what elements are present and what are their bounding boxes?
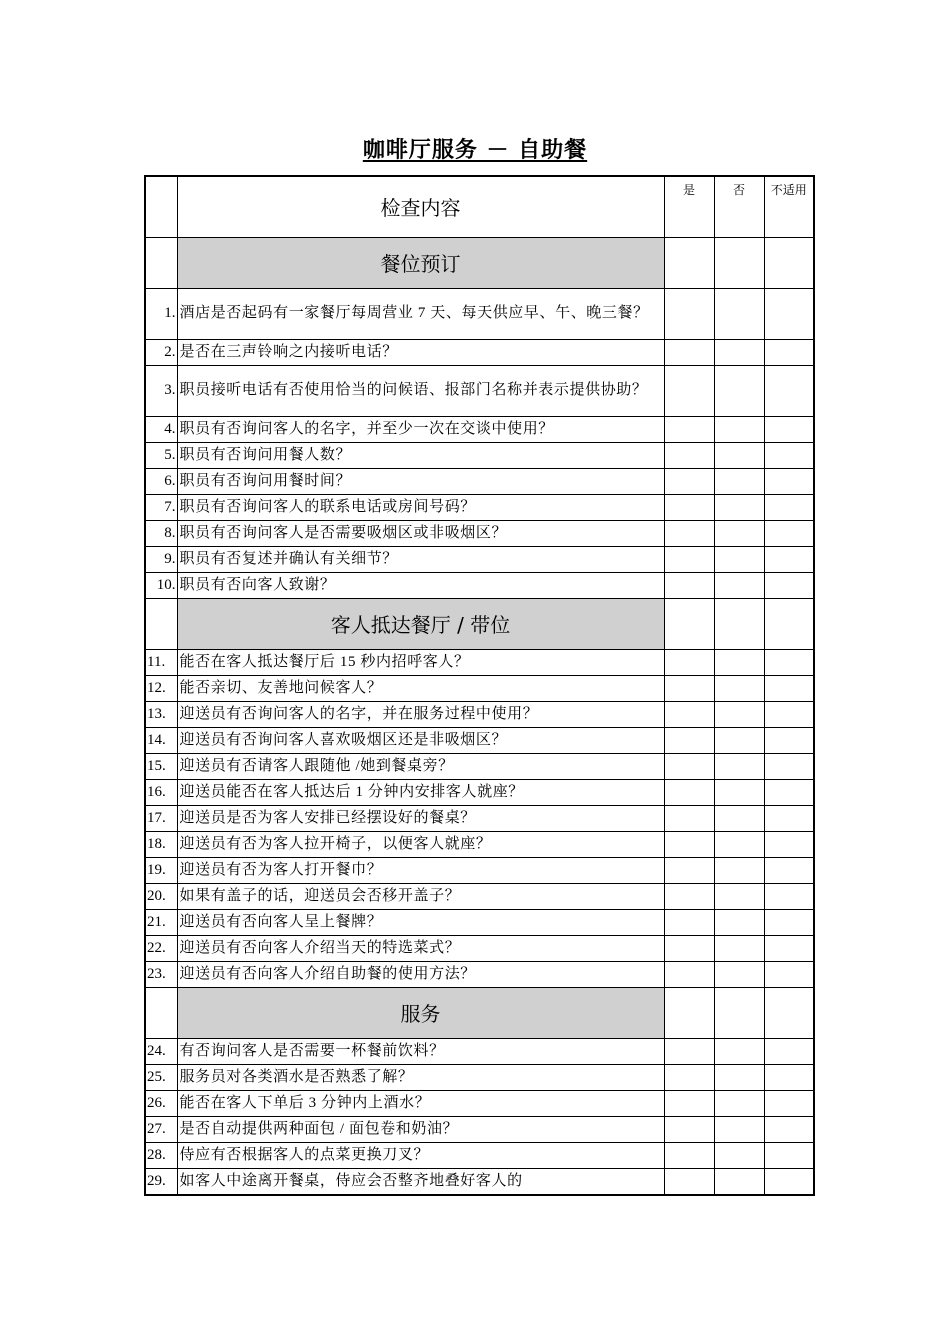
item-number: 16. xyxy=(145,779,177,805)
item-question: 职员有否询问客人的联系电话或房间号码？ xyxy=(177,494,664,520)
section-row xyxy=(145,598,814,649)
checklist-row xyxy=(145,572,814,598)
checklist-row xyxy=(145,883,814,909)
item-number: 24. xyxy=(145,1038,177,1064)
na-checkbox-cell[interactable] xyxy=(764,494,814,520)
item-question: 职员接听电话有否使用恰当的问候语、报部门名称并表示提供协助？ xyxy=(177,365,664,416)
na-checkbox-cell[interactable] xyxy=(764,649,814,675)
yes-checkbox-cell[interactable] xyxy=(664,649,714,675)
item-question: 能否在客人下单后 3 分钟内上酒水？ xyxy=(177,1090,664,1116)
yes-checkbox-cell[interactable] xyxy=(664,961,714,987)
na-checkbox-cell[interactable] xyxy=(764,288,814,339)
yes-checkbox-cell[interactable] xyxy=(664,1168,714,1195)
checklist-row xyxy=(145,1116,814,1142)
na-checkbox-cell[interactable] xyxy=(764,546,814,572)
checklist-row xyxy=(145,520,814,546)
no-checkbox-cell[interactable] xyxy=(714,1090,764,1116)
checklist-row xyxy=(145,442,814,468)
section-yes-cell xyxy=(664,237,714,288)
yes-checkbox-cell[interactable] xyxy=(664,442,714,468)
na-checkbox-cell[interactable] xyxy=(764,365,814,416)
yes-checkbox-cell[interactable] xyxy=(664,909,714,935)
item-question: 职员有否复述并确认有关细节？ xyxy=(177,546,664,572)
no-checkbox-cell[interactable] xyxy=(714,675,764,701)
section-na-cell xyxy=(764,237,814,288)
na-checkbox-cell[interactable] xyxy=(764,831,814,857)
item-number: 20. xyxy=(145,883,177,909)
na-checkbox-cell[interactable] xyxy=(764,701,814,727)
na-checkbox-cell[interactable] xyxy=(764,753,814,779)
item-question: 如客人中途离开餐桌，侍应会否整齐地叠好客人的 xyxy=(177,1168,664,1195)
na-checkbox-cell[interactable] xyxy=(764,1168,814,1195)
header-na: 不适用 xyxy=(764,176,814,237)
item-question: 职员有否询问客人的名字，并至少一次在交谈中使用？ xyxy=(177,416,664,442)
na-checkbox-cell[interactable] xyxy=(764,339,814,365)
yes-checkbox-cell[interactable] xyxy=(664,727,714,753)
no-checkbox-cell[interactable] xyxy=(714,831,764,857)
section-num-cell xyxy=(145,237,177,288)
item-number: 13. xyxy=(145,701,177,727)
checklist-row xyxy=(145,1168,814,1195)
header-yes: 是 xyxy=(664,176,714,237)
section-heading: 餐位预订 xyxy=(177,237,664,288)
na-checkbox-cell[interactable] xyxy=(764,935,814,961)
item-number: 12. xyxy=(145,675,177,701)
checklist-row xyxy=(145,831,814,857)
item-question: 能否在客人抵达餐厅后 15 秒内招呼客人？ xyxy=(177,649,664,675)
section-yes-cell xyxy=(664,598,714,649)
item-number: 21. xyxy=(145,909,177,935)
na-checkbox-cell[interactable] xyxy=(764,442,814,468)
item-question: 侍应有否根据客人的点菜更换刀叉？ xyxy=(177,1142,664,1168)
item-question: 迎送员有否询问客人的名字，并在服务过程中使用？ xyxy=(177,701,664,727)
no-checkbox-cell[interactable] xyxy=(714,1116,764,1142)
item-question: 能否亲切、友善地问候客人？ xyxy=(177,675,664,701)
section-row xyxy=(145,237,814,288)
section-na-cell xyxy=(764,598,814,649)
section-row xyxy=(145,987,814,1038)
checklist-row xyxy=(145,857,814,883)
item-number: 3. xyxy=(145,365,177,416)
item-number: 23. xyxy=(145,961,177,987)
checklist-row xyxy=(145,909,814,935)
yes-checkbox-cell[interactable] xyxy=(664,1090,714,1116)
yes-checkbox-cell[interactable] xyxy=(664,288,714,339)
checklist-row xyxy=(145,779,814,805)
item-question: 职员有否询问用餐时间？ xyxy=(177,468,664,494)
item-number: 18. xyxy=(145,831,177,857)
item-question: 迎送员有否询问客人喜欢吸烟区还是非吸烟区？ xyxy=(177,727,664,753)
checklist-row xyxy=(145,935,814,961)
item-question: 有否询问客人是否需要一杯餐前饮料？ xyxy=(177,1038,664,1064)
item-number: 7. xyxy=(145,494,177,520)
yes-checkbox-cell[interactable] xyxy=(664,520,714,546)
item-question: 迎送员有否为客人打开餐巾？ xyxy=(177,857,664,883)
yes-checkbox-cell[interactable] xyxy=(664,779,714,805)
yes-checkbox-cell[interactable] xyxy=(664,416,714,442)
section-num-cell xyxy=(145,987,177,1038)
section-no-cell xyxy=(714,987,764,1038)
section-no-cell xyxy=(714,237,764,288)
section-na-cell xyxy=(764,987,814,1038)
yes-checkbox-cell[interactable] xyxy=(664,935,714,961)
section-no-cell xyxy=(714,598,764,649)
no-checkbox-cell[interactable] xyxy=(714,649,764,675)
na-checkbox-cell[interactable] xyxy=(764,520,814,546)
yes-checkbox-cell[interactable] xyxy=(664,468,714,494)
header-num-cell xyxy=(145,176,177,237)
na-checkbox-cell[interactable] xyxy=(764,675,814,701)
na-checkbox-cell[interactable] xyxy=(764,727,814,753)
yes-checkbox-cell[interactable] xyxy=(664,1142,714,1168)
yes-checkbox-cell[interactable] xyxy=(664,494,714,520)
item-number: 2. xyxy=(145,339,177,365)
item-number: 6. xyxy=(145,468,177,494)
item-number: 26. xyxy=(145,1090,177,1116)
yes-checkbox-cell[interactable] xyxy=(664,339,714,365)
yes-checkbox-cell[interactable] xyxy=(664,805,714,831)
no-checkbox-cell[interactable] xyxy=(714,572,764,598)
item-number: 14. xyxy=(145,727,177,753)
no-checkbox-cell[interactable] xyxy=(714,883,764,909)
na-checkbox-cell[interactable] xyxy=(764,909,814,935)
na-checkbox-cell[interactable] xyxy=(764,1038,814,1064)
item-question: 迎送员有否为客人拉开椅子，以便客人就座？ xyxy=(177,831,664,857)
item-number: 9. xyxy=(145,546,177,572)
checklist-row xyxy=(145,546,814,572)
no-checkbox-cell[interactable] xyxy=(714,727,764,753)
yes-checkbox-cell[interactable] xyxy=(664,572,714,598)
no-checkbox-cell[interactable] xyxy=(714,288,764,339)
checklist-row xyxy=(145,675,814,701)
checklist-row xyxy=(145,1142,814,1168)
na-checkbox-cell[interactable] xyxy=(764,961,814,987)
item-number: 11. xyxy=(145,649,177,675)
yes-checkbox-cell[interactable] xyxy=(664,546,714,572)
item-number: 10. xyxy=(145,572,177,598)
item-number: 27. xyxy=(145,1116,177,1142)
no-checkbox-cell[interactable] xyxy=(714,546,764,572)
item-number: 29. xyxy=(145,1168,177,1195)
section-num-cell xyxy=(145,598,177,649)
document-title: 咖啡厅服务 － 自助餐 xyxy=(362,138,588,163)
yes-checkbox-cell[interactable] xyxy=(664,675,714,701)
na-checkbox-cell[interactable] xyxy=(764,1116,814,1142)
no-checkbox-cell[interactable] xyxy=(714,494,764,520)
no-checkbox-cell[interactable] xyxy=(714,1038,764,1064)
checklist-row xyxy=(145,805,814,831)
yes-checkbox-cell[interactable] xyxy=(664,753,714,779)
no-checkbox-cell[interactable] xyxy=(714,339,764,365)
checklist-row xyxy=(145,753,814,779)
checklist-row xyxy=(145,727,814,753)
item-number: 25. xyxy=(145,1064,177,1090)
na-checkbox-cell[interactable] xyxy=(764,1090,814,1116)
yes-checkbox-cell[interactable] xyxy=(664,831,714,857)
item-question: 迎送员能否在客人抵达后 1 分钟内安排客人就座？ xyxy=(177,779,664,805)
checklist-row xyxy=(145,365,814,416)
yes-checkbox-cell[interactable] xyxy=(664,883,714,909)
item-number: 8. xyxy=(145,520,177,546)
no-checkbox-cell[interactable] xyxy=(714,1142,764,1168)
checklist-row xyxy=(145,1038,814,1064)
section-heading: 客人抵达餐厅 / 带位 xyxy=(177,598,664,649)
item-question: 职员有否询问客人是否需要吸烟区或非吸烟区？ xyxy=(177,520,664,546)
item-number: 15. xyxy=(145,753,177,779)
checklist-row xyxy=(145,1064,814,1090)
item-question: 迎送员有否向客人介绍当天的特选菜式？ xyxy=(177,935,664,961)
no-checkbox-cell[interactable] xyxy=(714,857,764,883)
na-checkbox-cell[interactable] xyxy=(764,416,814,442)
na-checkbox-cell[interactable] xyxy=(764,857,814,883)
checklist-row xyxy=(145,1090,814,1116)
item-question: 是否在三声铃响之内接听电话？ xyxy=(177,339,664,365)
item-question: 迎送员是否为客人安排已经摆设好的餐桌？ xyxy=(177,805,664,831)
checklist-row xyxy=(145,701,814,727)
no-checkbox-cell[interactable] xyxy=(714,961,764,987)
no-checkbox-cell[interactable] xyxy=(714,909,764,935)
no-checkbox-cell[interactable] xyxy=(714,520,764,546)
item-question: 服务员对各类酒水是否熟悉了解？ xyxy=(177,1064,664,1090)
header-no: 否 xyxy=(714,176,764,237)
na-checkbox-cell[interactable] xyxy=(764,805,814,831)
section-yes-cell xyxy=(664,987,714,1038)
na-checkbox-cell[interactable] xyxy=(764,572,814,598)
checklist-table xyxy=(144,175,815,1196)
checklist-row xyxy=(145,416,814,442)
item-number: 5. xyxy=(145,442,177,468)
item-number: 22. xyxy=(145,935,177,961)
no-checkbox-cell[interactable] xyxy=(714,416,764,442)
item-question: 职员有否询问用餐人数？ xyxy=(177,442,664,468)
item-question: 职员有否向客人致谢？ xyxy=(177,572,664,598)
no-checkbox-cell[interactable] xyxy=(714,1064,764,1090)
section-heading: 服务 xyxy=(177,987,664,1038)
yes-checkbox-cell[interactable] xyxy=(664,1116,714,1142)
checklist-row xyxy=(145,468,814,494)
na-checkbox-cell[interactable] xyxy=(764,1142,814,1168)
item-question: 是否自动提供两种面包 / 面包卷和奶油？ xyxy=(177,1116,664,1142)
header-content: 检查内容 xyxy=(177,176,664,237)
yes-checkbox-cell[interactable] xyxy=(664,365,714,416)
no-checkbox-cell[interactable] xyxy=(714,365,764,416)
na-checkbox-cell[interactable] xyxy=(764,468,814,494)
item-question: 酒店是否起码有一家餐厅每周营业 7 天、每天供应早、午、晚三餐？ xyxy=(177,288,664,339)
item-number: 17. xyxy=(145,805,177,831)
item-question: 迎送员有否向客人介绍自助餐的使用方法？ xyxy=(177,961,664,987)
no-checkbox-cell[interactable] xyxy=(714,701,764,727)
checklist-row xyxy=(145,288,814,339)
yes-checkbox-cell[interactable] xyxy=(664,701,714,727)
item-number: 19. xyxy=(145,857,177,883)
item-number: 1. xyxy=(145,288,177,339)
no-checkbox-cell[interactable] xyxy=(714,935,764,961)
no-checkbox-cell[interactable] xyxy=(714,442,764,468)
checklist-row xyxy=(145,494,814,520)
item-number: 28. xyxy=(145,1142,177,1168)
item-question: 如果有盖子的话，迎送员会否移开盖子？ xyxy=(177,883,664,909)
na-checkbox-cell[interactable] xyxy=(764,779,814,805)
item-question: 迎送员有否请客人跟随他 /她到餐桌旁？ xyxy=(177,753,664,779)
no-checkbox-cell[interactable] xyxy=(714,805,764,831)
yes-checkbox-cell[interactable] xyxy=(664,1038,714,1064)
yes-checkbox-cell[interactable] xyxy=(664,857,714,883)
no-checkbox-cell[interactable] xyxy=(714,779,764,805)
checklist-row xyxy=(145,961,814,987)
yes-checkbox-cell[interactable] xyxy=(664,1064,714,1090)
item-number: 4. xyxy=(145,416,177,442)
no-checkbox-cell[interactable] xyxy=(714,753,764,779)
no-checkbox-cell[interactable] xyxy=(714,468,764,494)
no-checkbox-cell[interactable] xyxy=(714,1168,764,1195)
na-checkbox-cell[interactable] xyxy=(764,1064,814,1090)
item-question: 迎送员有否向客人呈上餐牌？ xyxy=(177,909,664,935)
na-checkbox-cell[interactable] xyxy=(764,883,814,909)
header-row xyxy=(145,176,814,237)
checklist-row xyxy=(145,339,814,365)
checklist-row xyxy=(145,649,814,675)
